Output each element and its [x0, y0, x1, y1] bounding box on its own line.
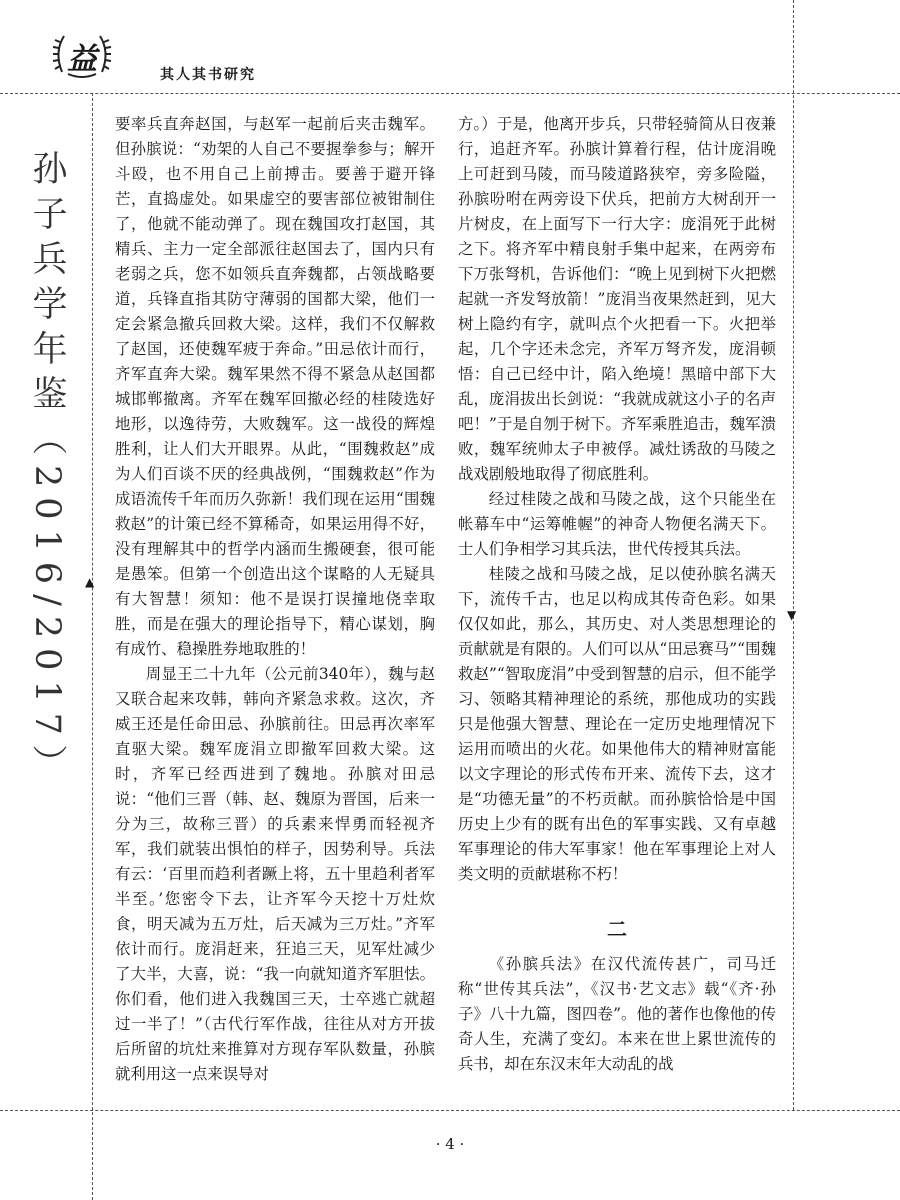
paragraph: 方。）于是，他离开步兵，只带轻骑简从日夜兼行，追赶齐军。孙膑计算着行程，估计庞涓晚上可赶到马陵，而马陵道路狭窄，旁多险隘，孙膑吩咐在两旁设下伏兵，把前方大树刮开一片树皮，在上面写下一行大字：庞涓死于此树之下。将齐军中精良射手集中起来，在两旁布下万张弩机，告诉他们：“晚上见到树下火把燃起就一齐发弩放箭！”庞涓当夜果然赶到，见大树上隐约有字，就叫点个火把看一下。火把举起，几个字还未念完，齐军万弩齐发，庞涓顿悟：自己已经中计，陷入绝境！黑暗中部下大乱，庞涓拔出长剑说：“我就成就这小子的名声吧！”于是自刎于树下。齐军乘胜追击，魏军溃败，魏军统帅太子申被俘。减灶诱敌的马陵之战戏剧般地取得了彻底胜利。	[458, 115, 776, 483]
right-column	[458, 112, 776, 1077]
header-dashed-rule	[0, 93, 900, 94]
paragraph: 周显王二十九年（公元前340年），魏与赵又联合起来攻韩，韩向齐紧急求救。这次，齐威王还是任命田忌、孙膑前往。田忌再次率军直驱大梁。魏军庞涓立即撤军回救大梁。这时，齐军已经西进到了魏地。孙膑对田忌说：“他们三晋（韩、赵、魏原为晋国，后来一分为三，故称三晋）的兵素来悍勇而轻视齐军，我们就装出惧怕的样子，因势利导。兵法有云：‘百里而趋利者蹶上将，五十里趋利者军半至。’您密令下去，让齐军今天挖十万灶炊食，明天减为五万灶，后天减为三万灶。”齐军依计而行。庞涓赶来，狂追三天，见军灶减少了大半，大喜，说：“我一向就知道齐军胆怯。你们看，他们进入我魏国三天，士卒逃亡就超过一半了！”（古代行军作战，往往从对方开拔后所留的坑灶来推算对方现存军队数量，孙膑就利用这一点来误导对	[115, 665, 435, 1083]
paragraph: 要率兵直奔赵国，与赵军一起前后夹击魏军。但孙膑说：“劝架的人自己不要握拳参与；解开斗殴，也不用自己上前搏击。要善于避开锋芒，直捣虚处。如果虚空的要害部位被钳制住了，他就不能动弹了。现在魏国攻打赵国，其精兵、主力一定全部派往赵国去了，国内只有老弱之兵，您不如领兵直奔魏都，占领战略要道，兵锋直指其防守薄弱的国都大梁，他们一定会紧急撤兵回救大梁。这样，我们不仅解救了赵国，还使魏军疲于奔命。”田忌依计而行，齐军直奔大梁。魏军果然不得不紧急从赵国都城邯郸撤离。齐军在魏军回撤必经的桂陵选好地形，以逸待劳，大败魏军。这一战役的辉煌胜利，让人们大开眼界。从此，“围魏救赵”成为人们百谈不厌的经典战例，“围魏救赵”作为成语流传千年而历久弥新！我们现在运用“围魏救赵”的计策已经不算稀奇，如果运用得不好，没有理解其中的哲学内涵而生搬硬套，很可能是愚笨。但第一个创造出这个谋略的人无疑具有大智慧！须知：他不是误打误撞地侥幸取胜，而是在强大的理论指导下，精心谋划，胸有成竹、稳操胜券地取胜的！	[115, 115, 435, 658]
paragraph: 经过桂陵之战和马陵之战，这个只能坐在帐幕车中“运筹帷幄”的神奇人物便名满天下。士人们争相学习其兵法，世代传授其兵法。	[458, 490, 776, 558]
paragraph: 桂陵之战和马陵之战，足以使孙膑名满天下，流传千古，也足以构成其传奇色彩。如果仅仅如此，那么，其历史、对人类思想理论的贡献就是有限的。人们可以从“田忌赛马”“围魏救赵”“智取庞涓”中受到智慧的启示，但不能学习、领略其精神理论的系统，那他成功的实践只是他强大智慧、理论在一定历史地理情况下运用而喷出的火花。如果他伟大的精神财富能以文字理论的形式传布开来、流传下去，这才是“功德无量”的不朽贡献。而孙膑恰恰是中国历史上少有的既有出色的军事实践、又有卓越军事理论的伟大军事家！他在军事理论上对人类文明的贡献堪称不朽！	[458, 565, 776, 883]
left-dashed-rule	[92, 93, 93, 1200]
paragraph: 《孙膑兵法》在汉代流传甚广，司马迁称“世传其兵法”，《汉书·艺文志》载“《齐·孙子》八十九篇，图四卷”。他的著作也像他的传奇人生，充满了变幻。本来在世上累世流传的兵书，却在东汉末年大动乱的战	[458, 955, 776, 1073]
left-column	[115, 112, 435, 1087]
journal-logo-icon	[50, 28, 114, 80]
up-arrow-icon: ▲	[85, 575, 95, 589]
right-dashed-rule	[793, 0, 794, 1110]
journal-section-title: 其人其书研究	[160, 67, 256, 83]
logo-glyph: 益	[67, 42, 97, 77]
section-heading: 二	[607, 917, 627, 941]
footer-dashed-rule	[0, 1110, 900, 1111]
down-arrow-icon: ▼	[787, 608, 797, 622]
side-title: 孙子兵学年鉴（2016/2017）	[27, 150, 67, 790]
page-number: · 4 ·	[435, 1135, 465, 1153]
